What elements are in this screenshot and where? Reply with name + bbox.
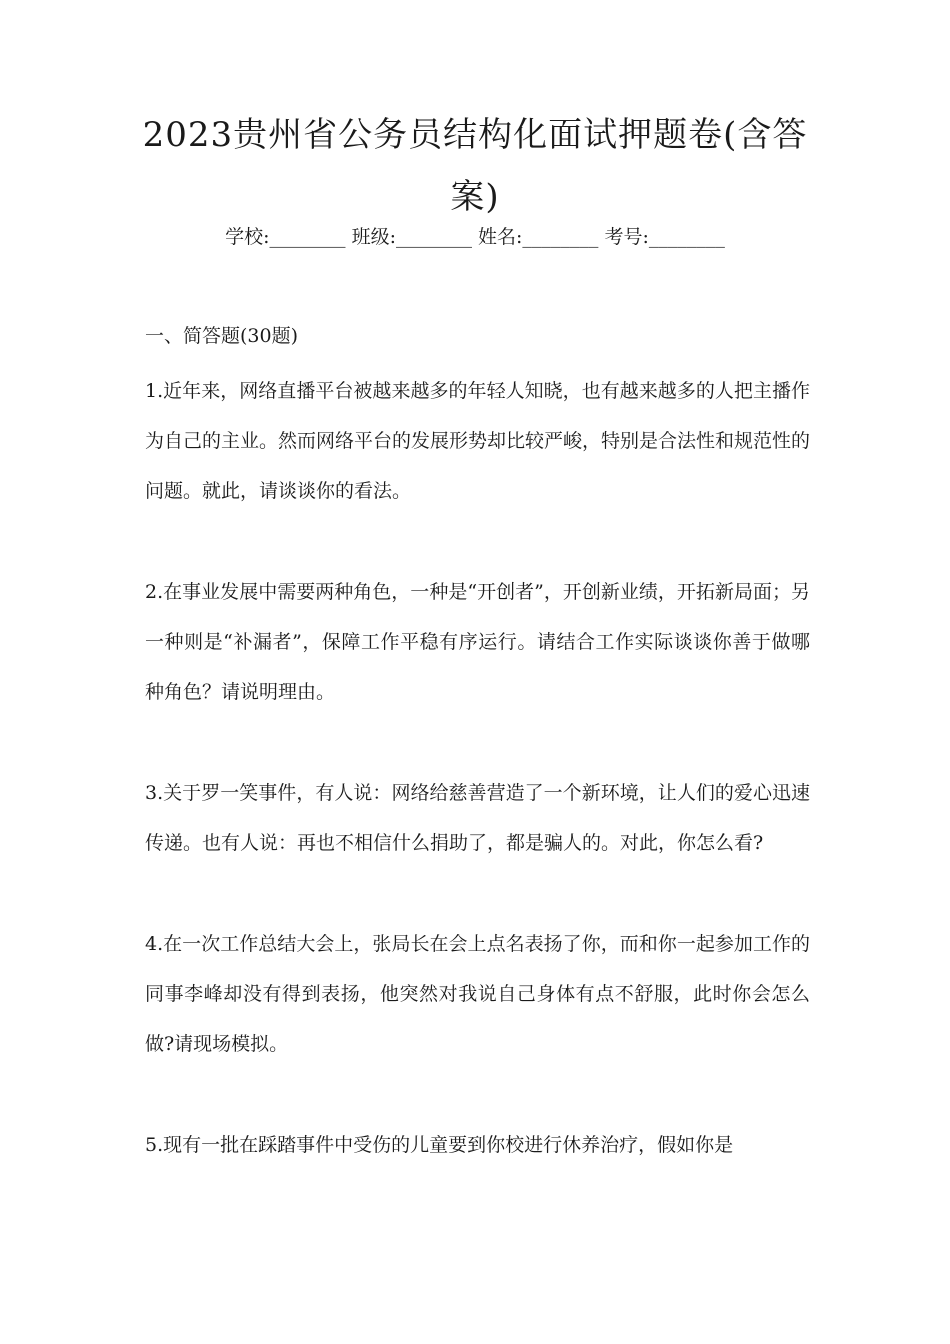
document-title [120,104,830,228]
question-5: 5.现有一批在踩踏事件中受伤的儿童要到你校进行休养治疗，假如你是 [145,1134,734,1156]
title-line-2: 案) [450,177,500,217]
question-4: 4.在一次工作总结大会上，张局长在会上点名表扬了你，而和你一起参加工作的同事李峰却没有得到表扬，他突然对我说自己身体有点不舒服，此时你会怎么做?请现场模拟。 [145,933,810,1055]
section-heading: 一、简答题(30题) [145,325,299,347]
question-1: 1.近年来，网络直播平台被越来越多的年轻人知晓，也有越来越多的人把主播作为自己的主业。然而网络平台的发展形势却比较严峻，特别是合法性和规范性的问题。就此，请谈谈你的看法。 [145,380,811,502]
title-line-1: 2023贵州省公务员结构化面试押题卷(含答 [142,115,808,155]
question-list [145,366,810,1221]
question-3: 3.关于罗一笑事件，有人说：网络给慈善营造了一个新环境，让人们的爱心迅速传递。也有人说：再也不相信什么捐助了，都是骗人的。对此，你怎么看? [145,782,810,854]
question-2: 2.在事业发展中需要两种角色，一种是“开创者”，开创新业绩，开拓新局面；另一种则是“补漏者”，保障工作平稳有序运行。请结合工作实际谈谈你善于做哪种角色？请说明理由。 [145,581,810,703]
student-info-line: 学校:________ 班级:________ 姓名:________ 考号:________ [225,226,725,248]
